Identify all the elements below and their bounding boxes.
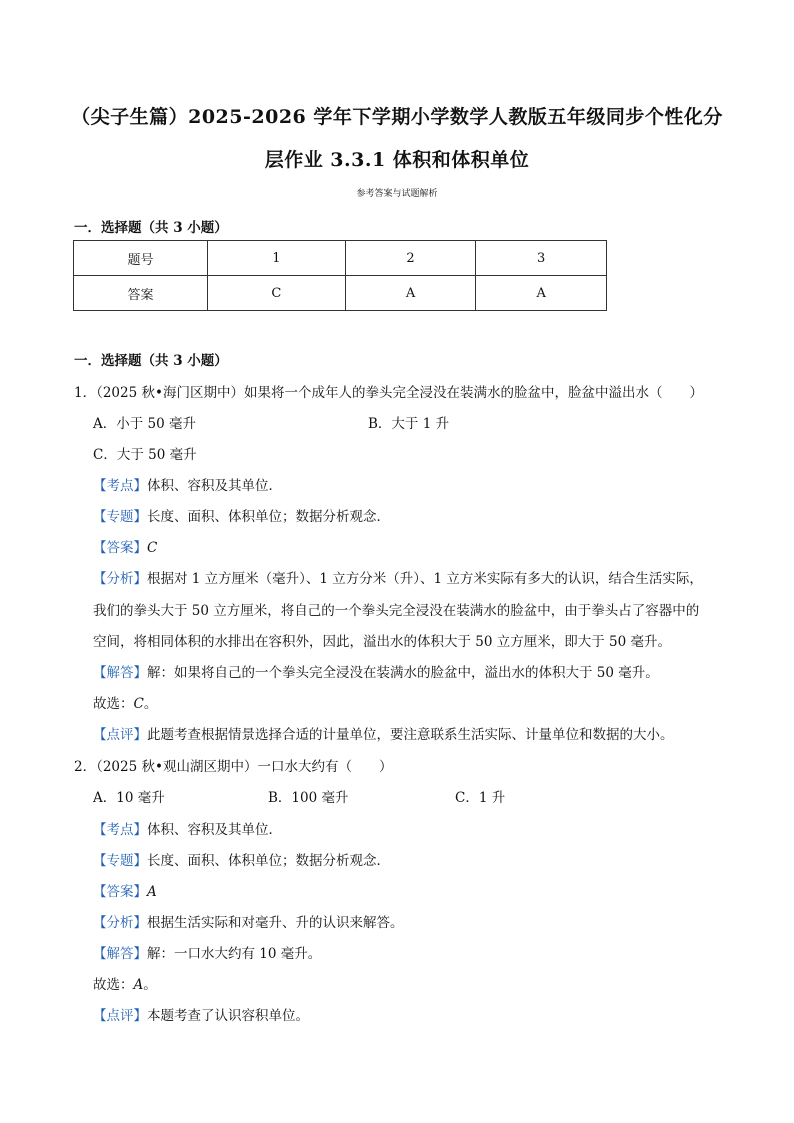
q2-option-a: A．10 毫升	[93, 790, 165, 806]
q1-option-a: A．小于 50 毫升	[93, 416, 197, 432]
q2-kaodian	[93, 818, 282, 838]
table-row	[74, 241, 607, 276]
analysis-text: 根据对 1 立方厘米（毫升）、1 立方分米（升）、1 立方米实际有多大的认识，结合生活实际，	[147, 571, 703, 587]
q1-kaodian	[93, 474, 282, 494]
solution-tag: 【解答】	[93, 665, 147, 681]
choose-value: A	[133, 977, 144, 993]
q1-zhuanti	[93, 505, 390, 525]
q1-analysis-line3: 空间，将相同体积的水排出在容积外，因此，溢出水的体积大于 50 立方厘米，即大于 50 毫升。	[93, 634, 672, 650]
zhuanti-text: 长度、面积、体积单位；数据分析观念．	[147, 853, 390, 869]
page-subtitle: 参考答案与试题解析	[356, 189, 438, 199]
answer-section-heading: 一．选择题（共 3 小题）	[74, 220, 228, 236]
q2-option-c: C．1 升	[455, 790, 506, 806]
answer-table	[73, 240, 607, 311]
page-title-line1: （尖子生篇）2025-2026 学年下学期小学数学人教版五年级同步个性化分	[71, 106, 723, 128]
q2-zhuanti	[93, 849, 390, 869]
solution-tag: 【解答】	[93, 946, 147, 962]
zhuanti-text: 长度、面积、体积单位；数据分析观念．	[147, 509, 390, 525]
table-cell: A	[476, 276, 607, 311]
kaodian-text: 体积、容积及其单位．	[147, 822, 282, 838]
q2-analysis	[93, 911, 404, 931]
table-row	[74, 276, 607, 311]
choose-prefix: 故选：	[93, 977, 134, 993]
answer-tag: 【答案】	[93, 540, 147, 556]
q2-answer	[93, 880, 157, 900]
answer-tag: 【答案】	[93, 884, 147, 900]
comment-text: 本题考查了认识容积单位。	[147, 1008, 309, 1024]
q2-solution	[93, 942, 321, 962]
q1-answer	[93, 536, 157, 556]
question-2-stem: 2．（2025 秋•观山湖区期中）一口水大约有（ ）	[74, 759, 393, 775]
table-cell: 题号	[74, 241, 208, 276]
table-cell: 1	[208, 241, 346, 276]
comment-tag: 【点评】	[93, 727, 147, 743]
comment-tag: 【点评】	[93, 1008, 147, 1024]
q1-choose	[93, 692, 157, 712]
q1-analysis-line2: 我们的拳头大于 50 立方厘米，将自己的一个拳头完全浸没在装满水的脸盆中，由于拳头占了容器中的	[93, 603, 700, 619]
analysis-text: 根据生活实际和对毫升、升的认识来解答。	[147, 915, 404, 931]
analysis-tag: 【分析】	[93, 571, 147, 587]
comment-text: 此题考查根据情景选择合适的计量单位，要注意联系生活实际、计量单位和数据的大小。	[147, 727, 674, 743]
page-title-line2: 层作业 3.3.1 体积和体积单位	[264, 149, 530, 171]
choose-prefix: 故选：	[93, 696, 134, 712]
table-cell: 答案	[74, 276, 208, 311]
question-1-stem: 1．（2025 秋•海门区期中）如果将一个成年人的拳头完全浸没在装满水的脸盆中，脸盆中溢出水（ ）	[74, 385, 703, 401]
q2-choose	[93, 973, 157, 993]
table-cell: 3	[476, 241, 607, 276]
table-cell: 2	[345, 241, 476, 276]
zhuanti-tag: 【专题】	[93, 509, 147, 525]
answer-value: A	[147, 884, 157, 900]
kaodian-tag: 【考点】	[93, 822, 147, 838]
table-cell: A	[345, 276, 476, 311]
choose-value: C	[133, 696, 144, 712]
kaodian-tag: 【考点】	[93, 478, 147, 494]
answer-value: C	[147, 540, 158, 556]
analysis-tag: 【分析】	[93, 915, 147, 931]
q1-option-c: C．大于 50 毫升	[93, 447, 197, 463]
q1-comment	[93, 723, 674, 743]
q2-option-b: B．100 毫升	[268, 790, 349, 806]
q2-comment	[93, 1004, 309, 1024]
kaodian-text: 体积、容积及其单位．	[147, 478, 282, 494]
zhuanti-tag: 【专题】	[93, 853, 147, 869]
detail-section-heading: 一．选择题（共 3 小题）	[74, 353, 228, 369]
q1-solution	[93, 661, 659, 681]
q1-option-b: B．大于 1 升	[368, 416, 450, 432]
choose-suffix: 。	[143, 977, 157, 993]
table-cell: C	[208, 276, 346, 311]
choose-suffix: 。	[143, 696, 158, 712]
q1-analysis-line1	[93, 567, 703, 587]
solution-text: 解：一口水大约有 10 毫升。	[147, 946, 322, 962]
solution-text: 解：如果将自己的一个拳头完全浸没在装满水的脸盆中，溢出水的体积大于 50 毫升。	[147, 665, 659, 681]
